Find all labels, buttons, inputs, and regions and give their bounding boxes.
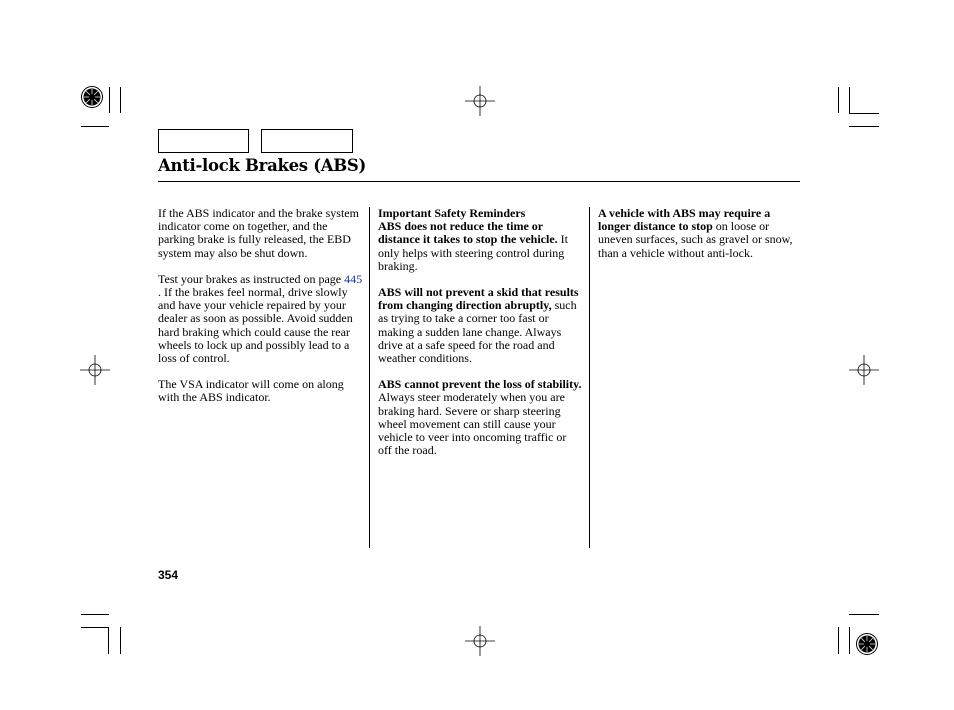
paragraph: The VSA indicator will come on along with the ABS indicator. [158,377,344,405]
registration-target-icon [855,632,879,656]
right-column [598,207,800,273]
left-column [158,207,364,418]
paragraph [378,286,582,365]
section-heading: Important Safety Reminders [378,206,526,220]
crosshair-mark-icon [465,626,495,656]
text-span: It only helps with steering control during braking. [378,232,568,273]
paragraph: If the ABS indicator and the brake system indicator come on together, and the parking brake is fully released, the EBD system may also be shut down. [158,206,359,260]
nav-tab-box[interactable] [158,129,249,153]
paragraph [378,220,582,273]
text-span: Always steer moderately when you are braking hard. Severe or sharp steering wheel movement can still cause your vehicle to veer into oncoming traffic or off the road. [378,390,567,458]
page-number: 354 [158,568,179,582]
column-divider [369,207,370,548]
crosshair-mark-icon [80,355,110,385]
crosshair-mark-icon [849,355,879,385]
paragraph [158,273,364,365]
text-span: such as trying to take a corner too fast or making a sudden lane change. Always drive at a safe speed for the road and weather conditions. [378,298,577,366]
title-rule [158,181,800,182]
crosshair-mark-icon [465,86,495,116]
page-title: Anti-lock Brakes (ABS) [158,156,367,175]
text-span: Test your brakes as instructed on page [158,271,345,286]
bold-lead: ABS cannot prevent the loss of stability. [378,377,582,392]
text-span: . If the brakes feel normal, drive slowly and have your vehicle repaired by your dealer as soon as possible. Avoid sudden hard braking which could cause the rear wheels to lock up and possibly lead to a loss of control. [158,285,353,366]
nav-tab-box[interactable] [261,129,353,153]
bold-lead: ABS will not prevent a skid that results from changing direction abruptly, [378,285,579,313]
column-divider [589,207,590,548]
page-link[interactable]: 445 [344,271,363,286]
bold-lead: ABS does not reduce the time or distance it takes to stop the vehicle. [378,219,558,247]
paragraph [378,378,582,457]
bold-lead: A vehicle with ABS may require a longer distance to stop [598,206,771,234]
middle-column [378,207,582,470]
registration-target-icon [80,85,104,109]
paragraph [598,207,800,260]
text-span: on loose or uneven surfaces, such as gravel or snow, than a vehicle without anti-lock. [598,219,793,260]
